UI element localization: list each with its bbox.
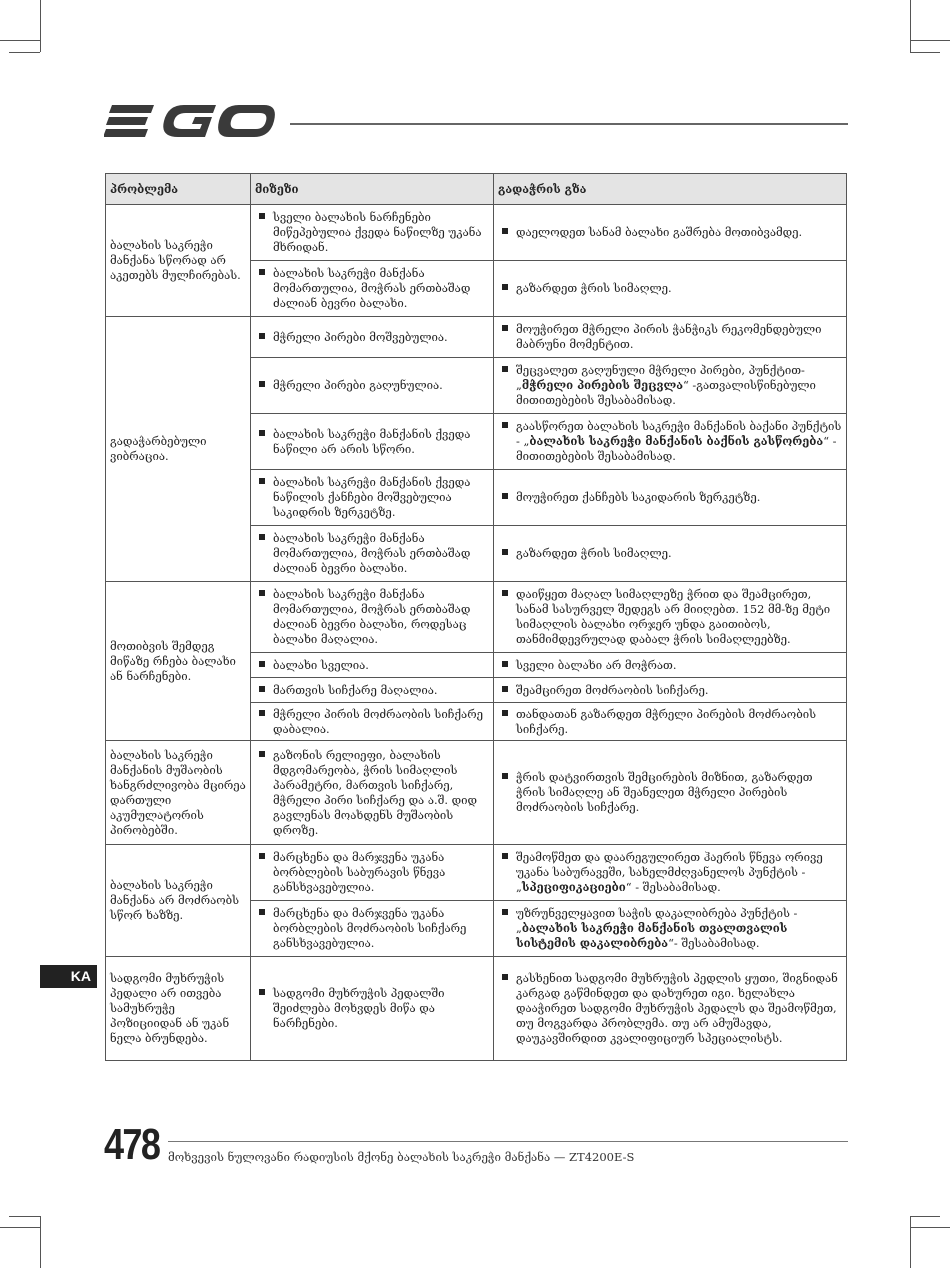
solution-text-post: “- შესაბამისად. — [668, 936, 760, 950]
crop-mark — [40, 0, 41, 52]
solution-text: ჭრის დატვირთვის შემცირების მიზნით, გაზარდეთ ჭრის სიმაღლე ან შეანელეთ მჭრელი პირების მოძრაობის სიჩქარე. — [498, 770, 842, 815]
problem-cell: მოთიბვის შემდეგ მიწაზე რჩება ბალახი ან ნარჩენები. — [106, 582, 251, 741]
solution-text-pre: შეცვალეთ გაღუნული მჭრელი პირები, პუნქტით- „ — [516, 363, 805, 392]
crop-mark — [910, 1227, 950, 1228]
solution-text: დაელოდეთ სანამ ბალახი გაშრება მოთიბვამდე. — [498, 225, 842, 240]
solution-text-post: “ - შესაბამისად. — [625, 880, 721, 894]
solution-cell — [494, 901, 847, 957]
crop-mark — [910, 40, 950, 41]
problem-cell: სადგომი მუხრუჭის პედალი არ ითვება სამუხრუჭე პოზიციიდან ან უკან ნელა ბრუნდება. — [106, 957, 251, 1061]
solution-text: სველი ბალახი არ მოჭრათ. — [498, 658, 842, 673]
solution-cell — [494, 957, 847, 1061]
cause-text: მჭრელი პირები გაღუნულია. — [255, 378, 489, 393]
solution-text: თანდათან გაზარდეთ მჭრელი პირების მოძრაობის სიჩქარე. — [498, 707, 842, 737]
solution-cell — [494, 205, 847, 261]
solution-cell — [494, 703, 847, 741]
solution-text — [498, 850, 842, 895]
solution-cell — [494, 414, 847, 470]
crop-mark — [0, 1227, 40, 1228]
table-row — [106, 957, 847, 1061]
solution-reference: ბალახის საკრეჭი მანქანის ბაქნის გასწორება — [529, 434, 824, 448]
solution-reference: მჭრელი პირების შეცვლა — [521, 378, 683, 392]
solution-text: გაზარდეთ ჭრის სიმაღლე. — [498, 546, 842, 561]
solution-cell — [494, 845, 847, 901]
header-rule — [290, 123, 848, 125]
table-row — [106, 741, 847, 845]
solution-cell — [494, 653, 847, 678]
crop-mark — [910, 1216, 911, 1268]
cause-cell — [251, 470, 494, 526]
solution-text-pre: შეამოწმეთ და დაარეგულირეთ ჰაერის წნევა ორივე უკანა საბურავეში, სახელმძღვანელოს პუნქტის -„ — [516, 850, 823, 894]
ego-logo — [104, 100, 279, 148]
solution-cell — [494, 582, 847, 653]
page-number: 478 — [104, 1120, 160, 1169]
crop-mark — [40, 1216, 41, 1268]
solution-cell — [494, 678, 847, 703]
solution-text: გაზარდეთ ჭრის სიმაღლე. — [498, 281, 842, 296]
solution-cell — [494, 261, 847, 317]
crop-mark — [910, 52, 940, 53]
cause-cell — [251, 317, 494, 358]
solution-text-post: “ -გათვალისწინებული მითითებების შესაბამისად. — [516, 378, 816, 407]
cause-cell — [251, 741, 494, 845]
table-row — [106, 317, 847, 358]
solution-text — [498, 906, 842, 951]
solution-text: მოუჭირეთ ქანჩებს საკიდარის ზერკეტზე. — [498, 490, 842, 505]
crop-mark — [910, 1216, 940, 1217]
solution-text: დაიწყეთ მაღალ სიმაღლეზე ჭრით და შეამცირეთ, სანამ სასურველ შედეგს არ მიიღებთ. 152 მმ-ზე მეტი სიმაღლის ბალახი ორჯერ უნდა გაითიბოს, თანმიმდევრულად დაბალ ჭრის სიმაღლეებზე. — [498, 587, 842, 647]
solution-cell — [494, 526, 847, 582]
solution-reference: ბალახის საკრეჭი მანქანის თვალთვალის სისტემის დაკალიბრება — [516, 921, 788, 950]
table-body — [106, 205, 847, 1061]
cause-cell — [251, 703, 494, 741]
crop-mark — [910, 0, 911, 52]
language-tab: KA — [40, 965, 97, 988]
cause-cell — [251, 358, 494, 414]
cause-text: სველი ბალახის ნარჩენები მიწეპებულია ქვედა ნაწილზე უკანა მხრიდან. — [255, 210, 489, 255]
cause-cell — [251, 901, 494, 957]
table-row — [106, 845, 847, 901]
header-solution: გადაჭრის გზა — [494, 174, 847, 205]
cause-text: ბალახის საკრეჭი მანქანის ქვედა ნაწილის ქანჩები მოშვებულია საკიდრის ზერკეტზე. — [255, 475, 489, 520]
cause-text: ბალახის საკრეჭი მანქანის ქვედა ნაწილი არ არის სწორი. — [255, 427, 489, 457]
cause-text: ბალახის საკრეჭი მანქანა მომართულია, მოჭრას ერთბაშად ძალიან ბევრი ბალახი. — [255, 266, 489, 311]
solution-cell — [494, 317, 847, 358]
solution-text-pre: უზრუნველყავით საჭის დაკალიბრება პუნქტის -„ — [516, 906, 798, 935]
cause-text: მჭრელი პირის მოძრაობის სიჩქარე დაბალია. — [255, 707, 489, 737]
header-problem: პრობლემა — [106, 174, 251, 205]
solution-text-post: “ - მითითებების შესაბამისად. — [516, 434, 837, 463]
cause-text: ბალახი სველია. — [255, 658, 489, 673]
solution-text — [498, 419, 842, 464]
table-row — [106, 582, 847, 653]
cause-cell — [251, 957, 494, 1061]
cause-cell — [251, 653, 494, 678]
solution-text-pre: გაასწორეთ ბალახის საკრეჭი მანქანის ბაქანი პუნქტის - „ — [516, 419, 842, 448]
cause-text: მჭრელი პირები მოშვებულია. — [255, 330, 489, 345]
cause-cell — [251, 414, 494, 470]
cause-cell — [251, 845, 494, 901]
problem-cell: ბალახის საკრეჭი მანქანა სწორად არ აკეთებს მულჩირებას. — [106, 205, 251, 317]
crop-mark — [0, 40, 40, 41]
header-cause: მიზეზი — [251, 174, 494, 205]
solution-text: მოუჭირეთ მჭრელი პირის ჭანჭიკს რეკომენდებული მაბრუნი მომენტით. — [498, 322, 842, 352]
table-header-row — [106, 174, 847, 205]
cause-text: ბალახის საკრეჭი მანქანა მომართულია, მოჭრას ერთბაშად ძალიან ბევრი ბალახი, როდესაც ბალახი მაღალია. — [255, 587, 489, 647]
crop-mark — [9, 1216, 40, 1217]
problem-cell: გადაჭარბებული ვიბრაცია. — [106, 317, 251, 582]
troubleshooting-table — [105, 173, 847, 1061]
table-row — [106, 205, 847, 261]
cause-cell — [251, 526, 494, 582]
solution-cell — [494, 741, 847, 845]
solution-cell — [494, 470, 847, 526]
solution-text: გასხენით სადგომი მუხრუჭის პედლის ყუთი, შიგნიდან კარგად გაწმინდეთ და დახურეთ იგი. ხელახლა დააჭირეთ სადგომი მუხრუჭის პედალს და შეამოწმეთ, თუ მოგვარდა პრობლემა. თუ არ ამუშავდა, დაუკავშირდით კვალიფიციურ სპეციალისტს. — [498, 971, 842, 1046]
cause-cell — [251, 678, 494, 703]
cause-text: ბალახის საკრეჭი მანქანა მომართულია, მოჭრას ერთბაშად ძალიან ბევრი ბალახი. — [255, 531, 489, 576]
cause-text: მარცხენა და მარჯვენა უკანა ბორბლების მოძრაობის სიჩქარე განსხვავებულია. — [255, 906, 489, 951]
problem-cell: ბალახის საკრეჭი მანქანის მუშაობის ხანგრძლივობა მცირეა დართული აკუმულატორის პირობებში. — [106, 741, 251, 845]
footer-title: მოხვევის ნულოვანი რადიუსის მქონე ბალახის საკრეჭი მანქანა — ZT4200E-S — [168, 1150, 635, 1164]
cause-text: მარცხენა და მარჯვენა უკანა ბორბლების საბურავის წნევა განსხვავებულია. — [255, 850, 489, 895]
solution-cell — [494, 358, 847, 414]
solution-text — [498, 363, 842, 408]
cause-cell — [251, 261, 494, 317]
cause-cell — [251, 582, 494, 653]
cause-text: სადგომი მუხრუჭის პედალში შეიძლება მოხვდეს მიწა და ნარჩენები. — [255, 986, 489, 1031]
cause-text: გაზონის რელიეფი, ბალახის მდგომარეობა, ჭრის სიმაღლის პარამეტრი, მართვის სიჩქარე, მჭრელი პირი სიჩქარე და ა.შ. დიდ გავლენას მოახდენს მუშაობის დროზე. — [255, 748, 489, 838]
problem-cell: ბალახის საკრეჭი მანქანა არ მოძრაობს სწორ ხაზზე. — [106, 845, 251, 957]
solution-reference: სპეციფიკაციები — [521, 880, 626, 894]
cause-text: მართვის სიჩქარე მაღალია. — [255, 683, 489, 698]
footer-rule — [168, 1141, 848, 1142]
solution-text: შეამცირეთ მოძრაობის სიჩქარე. — [498, 683, 842, 698]
cause-cell — [251, 205, 494, 261]
crop-mark — [9, 52, 40, 53]
